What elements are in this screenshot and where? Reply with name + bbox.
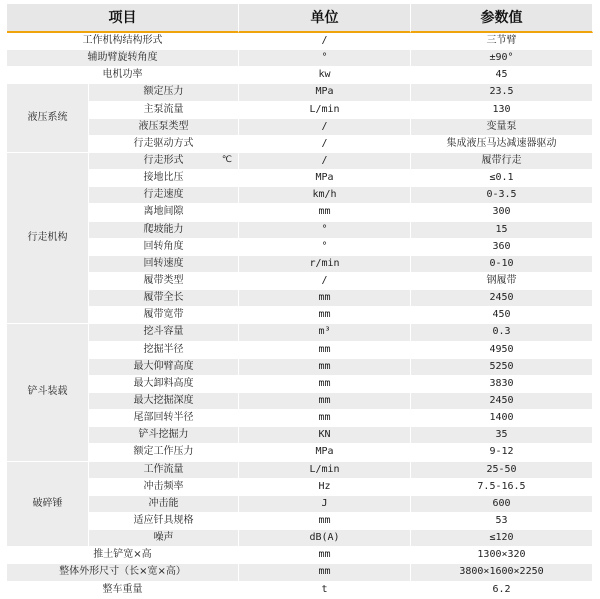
- param-value: 0-3.5: [411, 187, 593, 204]
- param-name-text: 接地比压: [143, 172, 184, 184]
- param-name: [89, 513, 239, 530]
- param-name: [89, 376, 239, 393]
- param-value: 600: [411, 496, 593, 513]
- param-value: 3830: [411, 376, 593, 393]
- param-name-text: 挖掘半径: [143, 343, 184, 355]
- table-row: [7, 67, 593, 84]
- param-name-text: 液压泵类型: [138, 120, 189, 132]
- param-value: 0.3: [411, 324, 593, 341]
- param-name-text: 整体外形尺寸（长×宽×高）: [59, 566, 186, 578]
- param-unit: /: [239, 153, 411, 170]
- param-unit: mm: [239, 204, 411, 221]
- param-name: [7, 547, 239, 564]
- param-name-text: 最大挖掘深度: [133, 395, 194, 407]
- param-unit: J: [239, 496, 411, 513]
- param-unit: kw: [239, 67, 411, 84]
- param-name: [89, 444, 239, 461]
- param-unit: MPa: [239, 444, 411, 461]
- param-name: [89, 342, 239, 359]
- category-cell: 液压系统: [7, 84, 89, 153]
- param-value: 6.2: [411, 582, 593, 599]
- table-row: [7, 376, 593, 393]
- param-value: 25-50: [411, 462, 593, 479]
- param-name-text: 噪声: [153, 532, 174, 544]
- param-value: 7.5-16.5: [411, 479, 593, 496]
- param-name: [7, 33, 239, 50]
- param-value: 集成液压马达减速器驱动: [411, 136, 593, 153]
- table-row: [7, 410, 593, 427]
- param-unit: mm: [239, 564, 411, 581]
- header-row: [7, 4, 593, 33]
- param-name-text: 履带宽带: [143, 309, 184, 321]
- table-row: [7, 427, 593, 444]
- param-value: 3800×1600×2250: [411, 564, 593, 581]
- table-row: [7, 359, 593, 376]
- table-row: [7, 513, 593, 530]
- param-unit: °: [239, 239, 411, 256]
- category-cell: 铲斗装载: [7, 324, 89, 461]
- param-name: [89, 496, 239, 513]
- param-unit: m³: [239, 324, 411, 341]
- param-unit: mm: [239, 359, 411, 376]
- param-value: 53: [411, 513, 593, 530]
- param-value: 360: [411, 239, 593, 256]
- param-name-text: 冲击能: [148, 497, 179, 509]
- param-value: 35: [411, 427, 593, 444]
- param-value: 2450: [411, 290, 593, 307]
- table-row: [7, 204, 593, 221]
- param-unit: /: [239, 33, 411, 50]
- param-name: [89, 479, 239, 496]
- param-name: [89, 136, 239, 153]
- param-value: 130: [411, 102, 593, 119]
- param-value: 300: [411, 204, 593, 221]
- param-value: 履带行走: [411, 153, 593, 170]
- table-row: [7, 170, 593, 187]
- param-note: ℃: [221, 154, 232, 165]
- table-row: [7, 153, 593, 170]
- param-value: ≤0.1: [411, 170, 593, 187]
- param-unit: MPa: [239, 84, 411, 101]
- table-row: [7, 256, 593, 273]
- table-row: [7, 462, 593, 479]
- table-row: [7, 136, 593, 153]
- param-value: 5250: [411, 359, 593, 376]
- param-name: [7, 564, 239, 581]
- table-row: [7, 84, 593, 101]
- param-name-text: 冲击频率: [143, 480, 184, 492]
- param-unit: r/min: [239, 256, 411, 273]
- param-name-text: 整车重量: [102, 583, 143, 595]
- param-value: 0-10: [411, 256, 593, 273]
- param-unit: °: [239, 50, 411, 67]
- table-row: [7, 582, 593, 599]
- table-row: [7, 393, 593, 410]
- param-name-text: 爬坡能力: [143, 223, 184, 235]
- param-name-text: 回转角度: [143, 240, 184, 252]
- category-cell: 行走机构: [7, 153, 89, 324]
- param-name-text: 主泵流量: [143, 103, 184, 115]
- table-row: [7, 222, 593, 239]
- table-row: [7, 307, 593, 324]
- param-name: [89, 256, 239, 273]
- param-name: [89, 153, 239, 170]
- param-name: [89, 290, 239, 307]
- header-value: 参数值: [411, 4, 593, 33]
- table-row: [7, 102, 593, 119]
- param-value: 三节臂: [411, 33, 593, 50]
- param-unit: mm: [239, 342, 411, 359]
- table-row: [7, 530, 593, 547]
- param-unit: mm: [239, 547, 411, 564]
- table-row: [7, 119, 593, 136]
- table-row: [7, 496, 593, 513]
- spec-table: [7, 4, 593, 599]
- table-row: [7, 33, 593, 50]
- table-row: [7, 444, 593, 461]
- table-row: [7, 564, 593, 581]
- param-name-text: 尾部回转半径: [133, 412, 194, 424]
- param-name: [89, 239, 239, 256]
- table-row: [7, 50, 593, 67]
- param-value: 1300×320: [411, 547, 593, 564]
- param-name: [89, 222, 239, 239]
- table-row: [7, 290, 593, 307]
- param-unit: mm: [239, 376, 411, 393]
- param-name: [89, 462, 239, 479]
- param-unit: mm: [239, 290, 411, 307]
- param-unit: /: [239, 136, 411, 153]
- param-name-text: 离地间隙: [143, 206, 184, 218]
- param-name-text: 履带全长: [143, 292, 184, 304]
- param-unit: t: [239, 582, 411, 599]
- table-row: [7, 342, 593, 359]
- param-name: [89, 273, 239, 290]
- table-row: [7, 324, 593, 341]
- table-row: [7, 239, 593, 256]
- param-unit: /: [239, 273, 411, 290]
- table-row: [7, 273, 593, 290]
- param-unit: mm: [239, 513, 411, 530]
- param-name: [89, 410, 239, 427]
- category-cell: 破碎锤: [7, 462, 89, 548]
- param-value: 钢履带: [411, 273, 593, 290]
- param-value: 变量泵: [411, 119, 593, 136]
- param-name: [89, 170, 239, 187]
- table-row: [7, 547, 593, 564]
- param-name: [89, 530, 239, 547]
- param-value: ≤120: [411, 530, 593, 547]
- param-unit: mm: [239, 410, 411, 427]
- param-value: 4950: [411, 342, 593, 359]
- header-item: 项目: [7, 4, 239, 33]
- param-name-text: 最大仰臂高度: [133, 360, 194, 372]
- param-unit: mm: [239, 307, 411, 324]
- param-value: 2450: [411, 393, 593, 410]
- param-name: [89, 84, 239, 101]
- param-value: 23.5: [411, 84, 593, 101]
- param-unit: KN: [239, 427, 411, 444]
- header-unit: 单位: [239, 4, 411, 33]
- param-name-text: 挖斗容量: [143, 326, 184, 338]
- param-name-text: 辅助臂旋转角度: [87, 52, 158, 64]
- param-value: 15: [411, 222, 593, 239]
- table-row: [7, 479, 593, 496]
- param-name-text: 回转速度: [143, 257, 184, 269]
- param-unit: km/h: [239, 187, 411, 204]
- param-unit: dB(A): [239, 530, 411, 547]
- param-name: [89, 393, 239, 410]
- param-unit: mm: [239, 393, 411, 410]
- param-name-text: 推土铲宽×高: [93, 549, 152, 561]
- param-name: [7, 67, 239, 84]
- param-unit: MPa: [239, 170, 411, 187]
- param-name: [89, 204, 239, 221]
- param-unit: L/min: [239, 462, 411, 479]
- param-name-text: 行走驱动方式: [133, 137, 194, 149]
- param-name: [89, 187, 239, 204]
- param-unit: Hz: [239, 479, 411, 496]
- param-unit: L/min: [239, 102, 411, 119]
- param-unit: °: [239, 222, 411, 239]
- param-value: 1400: [411, 410, 593, 427]
- param-name: [89, 119, 239, 136]
- param-value: 450: [411, 307, 593, 324]
- param-name-text: 额定工作压力: [133, 446, 194, 458]
- param-name-text: 电机功率: [102, 69, 143, 81]
- param-name-text: 适应钎具规格: [133, 515, 194, 526]
- table-row: [7, 187, 593, 204]
- param-name-text: 铲斗挖掘力: [138, 429, 189, 441]
- param-name: [7, 50, 239, 67]
- param-value: 9-12: [411, 444, 593, 461]
- param-name-text: 最大卸料高度: [133, 377, 194, 389]
- param-value: ±90°: [411, 50, 593, 67]
- param-name: [7, 582, 239, 599]
- param-value: 45: [411, 67, 593, 84]
- param-name-text: 额定压力: [143, 86, 184, 98]
- param-name-text: 工作流量: [143, 463, 184, 475]
- param-name: [89, 359, 239, 376]
- param-unit: /: [239, 119, 411, 136]
- param-name: [89, 324, 239, 341]
- param-name-text: 工作机构结构形式: [82, 35, 163, 47]
- param-name: [89, 307, 239, 324]
- param-name: [89, 102, 239, 119]
- param-name: [89, 427, 239, 444]
- param-name-text: 履带类型: [143, 275, 184, 287]
- param-name-text: 行走形式: [143, 155, 184, 167]
- param-name-text: 行走速度: [143, 189, 184, 201]
